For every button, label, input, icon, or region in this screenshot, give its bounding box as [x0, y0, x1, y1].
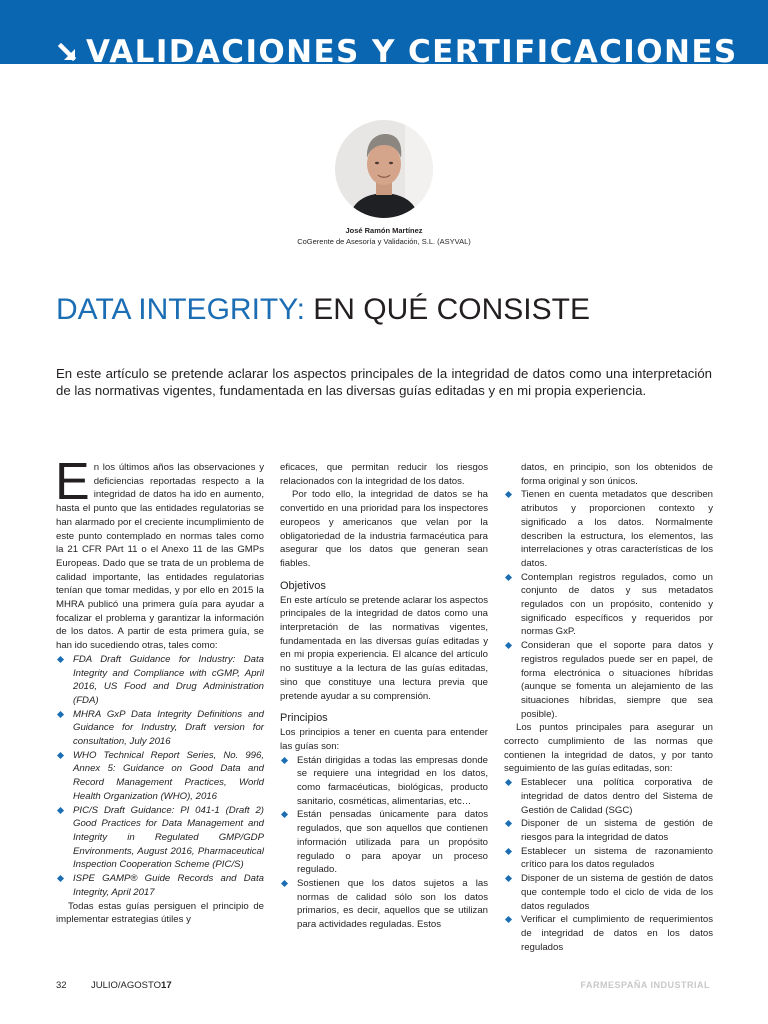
body-paragraph: Todas estas guías persiguen el principio de implementar estrategias útiles y: [56, 900, 264, 926]
diamond-bullet-icon: [57, 711, 64, 718]
diamond-bullet-icon: [281, 757, 288, 764]
section-title: [56, 32, 738, 72]
body-paragraph: Los principios a tener en cuenta para entender las guías son:: [280, 727, 488, 752]
list-item-text: PIC/S Draft Guidance: PI 041-1 (Draft 2) Good Practices for Data Management and Integrity in Regulated GMP/GDP Environments, August 2016, Pharmaceutical Inspection Cooperation Scheme (PIC/S): [73, 804, 264, 871]
list-item-text: ISPE GAMP® Guide Records and Data Integrity, April 2017: [73, 873, 264, 898]
body-paragraph: eficaces, que permitan reducir los riesgos relacionados con la integridad de los datos.: [280, 462, 488, 487]
key-points-list: [504, 776, 713, 954]
list-item-text: Consideran que el soporte para datos y registros regulados puede ser en papel, de forma electrónica o situaciones híbridas (aunque se fomenta un alejamiento de las situaciones híbridas, siempre que sea posible).: [521, 640, 713, 720]
article-title-accent: DATA INTEGRITY:: [56, 293, 305, 326]
diamond-bullet-icon: [505, 848, 512, 855]
text-column-2: [280, 461, 488, 932]
diamond-bullet-icon: [57, 875, 64, 882]
body-paragraph: Los puntos principales para asegurar un correcto cumplimiento de las normas que contienen la integridad de datos, y por tanto seguimiento de las guías editadas, son:: [504, 722, 713, 775]
opening-paragraph-text: n los últimos años las observaciones y deficiencias reportadas respecto a la integridad de datos ha ido en aumento, hasta el punto que las entidades regulatorias se han alarmado por el creciente incumplimiento de este punto contemplado en normas tales como la 21 CFR PArt 11 o el Anexo 11 de las GMPs Europeas. Dado que se trata de un problema de calidad importante, las entidades regulatorias tenían que tomar medidas, y por ello en 2015 la MHRA publicó una primera guía para ayudar a focalizar el problema y garantizar la información de los datos. A partir de esta primera guía, se han ido sucediendo otras, tales como:: [56, 462, 264, 652]
guidance-list: [56, 653, 264, 900]
list-item: [280, 808, 488, 877]
list-item: [56, 708, 264, 749]
author-name: José Ramón Martínez: [345, 226, 423, 235]
principles-list-continued: [504, 488, 713, 721]
list-item-text: Establecer una política corporativa de integridad de datos dentro del Sistema de Gestión de Calidad (SGC): [521, 777, 713, 816]
diamond-bullet-icon: [505, 642, 512, 649]
body-paragraph: Por todo ello, la integridad de datos se ha convertido en una prioridad para los inspectores europeos y americanos que velan por la obligatoriedad de la industria farmacéutica para asegurar que los datos que generan sean fiables.: [280, 489, 488, 569]
article-title: [56, 290, 590, 330]
list-item-text: Verificar el cumplimiento de requerimientos de integridad de datos en los datos regulados: [521, 914, 713, 953]
list-item-text: Sostienen que los datos sujetos a las normas de calidad sólo son los datos primarios, es decir, aquellos que se utilizan para actividades reguladas. Estos: [297, 877, 488, 931]
list-item: [504, 913, 713, 954]
author-portrait-image: [335, 120, 433, 218]
diamond-bullet-icon: [505, 916, 512, 923]
list-item: [56, 804, 264, 873]
list-item: [504, 776, 713, 817]
publication-name: FARMESPAÑA INDUSTRIAL: [580, 980, 710, 990]
diamond-bullet-icon: [57, 656, 64, 663]
issue-label: [91, 980, 172, 991]
list-item: [56, 872, 264, 899]
diamond-bullet-icon: [57, 752, 64, 759]
list-item: [280, 877, 488, 932]
diamond-bullet-icon: [505, 820, 512, 827]
body-paragraph: En este artículo se pretende aclarar los aspectos principales de la integridad de datos como una interpretación de las normativas vigentes, fundamentada en las diversas guías editadas y en mi propia experiencia. El alcance del artículo no sustituye a la lectura de las guías editadas, sino que constituye una lectura previa que pretende ayudar a su comprensión.: [280, 594, 488, 702]
continued-paragraph: datos, en principio, son los obtenidos de forma original y son únicos.: [521, 462, 713, 487]
principles-list: [280, 754, 488, 932]
list-item: [504, 845, 713, 872]
drop-cap: E: [55, 453, 90, 511]
list-item-text: Están pensadas únicamente para datos regulados, que son aquellos que contienen información utilizada para un propósito regulado o para apoyar un proceso regulado.: [297, 809, 488, 876]
list-item: [504, 488, 713, 570]
diamond-bullet-icon: [281, 880, 288, 887]
diamond-bullet-icon: [505, 574, 512, 581]
section-title-text: VALIDACIONES Y CERTIFICACIONES: [86, 34, 738, 70]
diamond-bullet-icon: [505, 779, 512, 786]
list-item-text: Tienen en cuenta metadatos que describen atributos y proporcionen contexto y significado a los datos. Normalmente describen la estructura, los elementos, las interrelaciones y otras características de los datos.: [521, 489, 713, 569]
issue-year: 17: [161, 980, 172, 991]
list-item: [56, 653, 264, 708]
list-item: [56, 749, 264, 804]
opening-paragraph: [55, 453, 264, 653]
issue-month: JULIO/AGOSTO: [91, 980, 162, 991]
page-number: 32: [56, 980, 67, 991]
diamond-bullet-icon: [281, 811, 288, 818]
article-intro: En este artículo se pretende aclarar los aspectos principales de la integridad de datos como una interpretación de las normativas vigentes, fundamentada en las diversas guías editadas y en mi propia experiencia.: [56, 366, 712, 398]
diamond-bullet-icon: [57, 807, 64, 814]
list-item: [504, 639, 713, 721]
list-item-text: WHO Technical Report Series, No. 996, Annex 5: Guidance on Good Data and Record Management Practices, World Health Organization (WHO), 2016: [73, 749, 264, 802]
list-item-text: Están dirigidas a todas las empresas donde se requiere una integridad en los datos, como farmacéuticas, biológicas, producto sanitario, cosméticas, alimentarias, etc…: [297, 754, 488, 807]
list-item: [280, 754, 488, 809]
subheading-principios: Principios: [280, 712, 328, 725]
diamond-bullet-icon: [505, 875, 512, 882]
author-role: CoGerente de Asesoría y Validación, S.L. (ASYVAL): [297, 237, 471, 246]
list-item-text: Disponer de un sistema de gestión de datos que contemple todo el ciclo de vida de los datos regulados: [521, 873, 713, 912]
author-photo: [335, 120, 433, 218]
text-column-1: [55, 453, 264, 927]
text-column-3: [504, 461, 713, 954]
list-item-text: Disponer de un sistema de gestión de riesgos para la integridad de datos: [521, 818, 713, 843]
list-item: [504, 817, 713, 844]
list-item: [504, 872, 713, 913]
list-item-text: FDA Draft Guidance for Industry: Data Integrity and Compliance with cGMP, April 2016, US Food and Drug Administration (FDA): [73, 653, 264, 706]
list-item-text: MHRA GxP Data Integrity Definitions and Guidance for Industry, Draft version for consultation, July 2016: [73, 708, 264, 748]
list-item-text: Establecer un sistema de razonamiento crítico para los datos regulados: [521, 845, 713, 871]
list-item: [504, 571, 713, 640]
list-item-text: Contemplan registros regulados, como un conjunto de datos y sus metadatos regulados con un propósito, contenido y significado específicos y requeridos por normas GxP.: [521, 571, 713, 638]
subheading-objetivos: Objetivos: [280, 579, 326, 592]
article-title-rest: EN QUÉ CONSISTE: [304, 293, 590, 326]
diamond-bullet-icon: [505, 491, 512, 498]
